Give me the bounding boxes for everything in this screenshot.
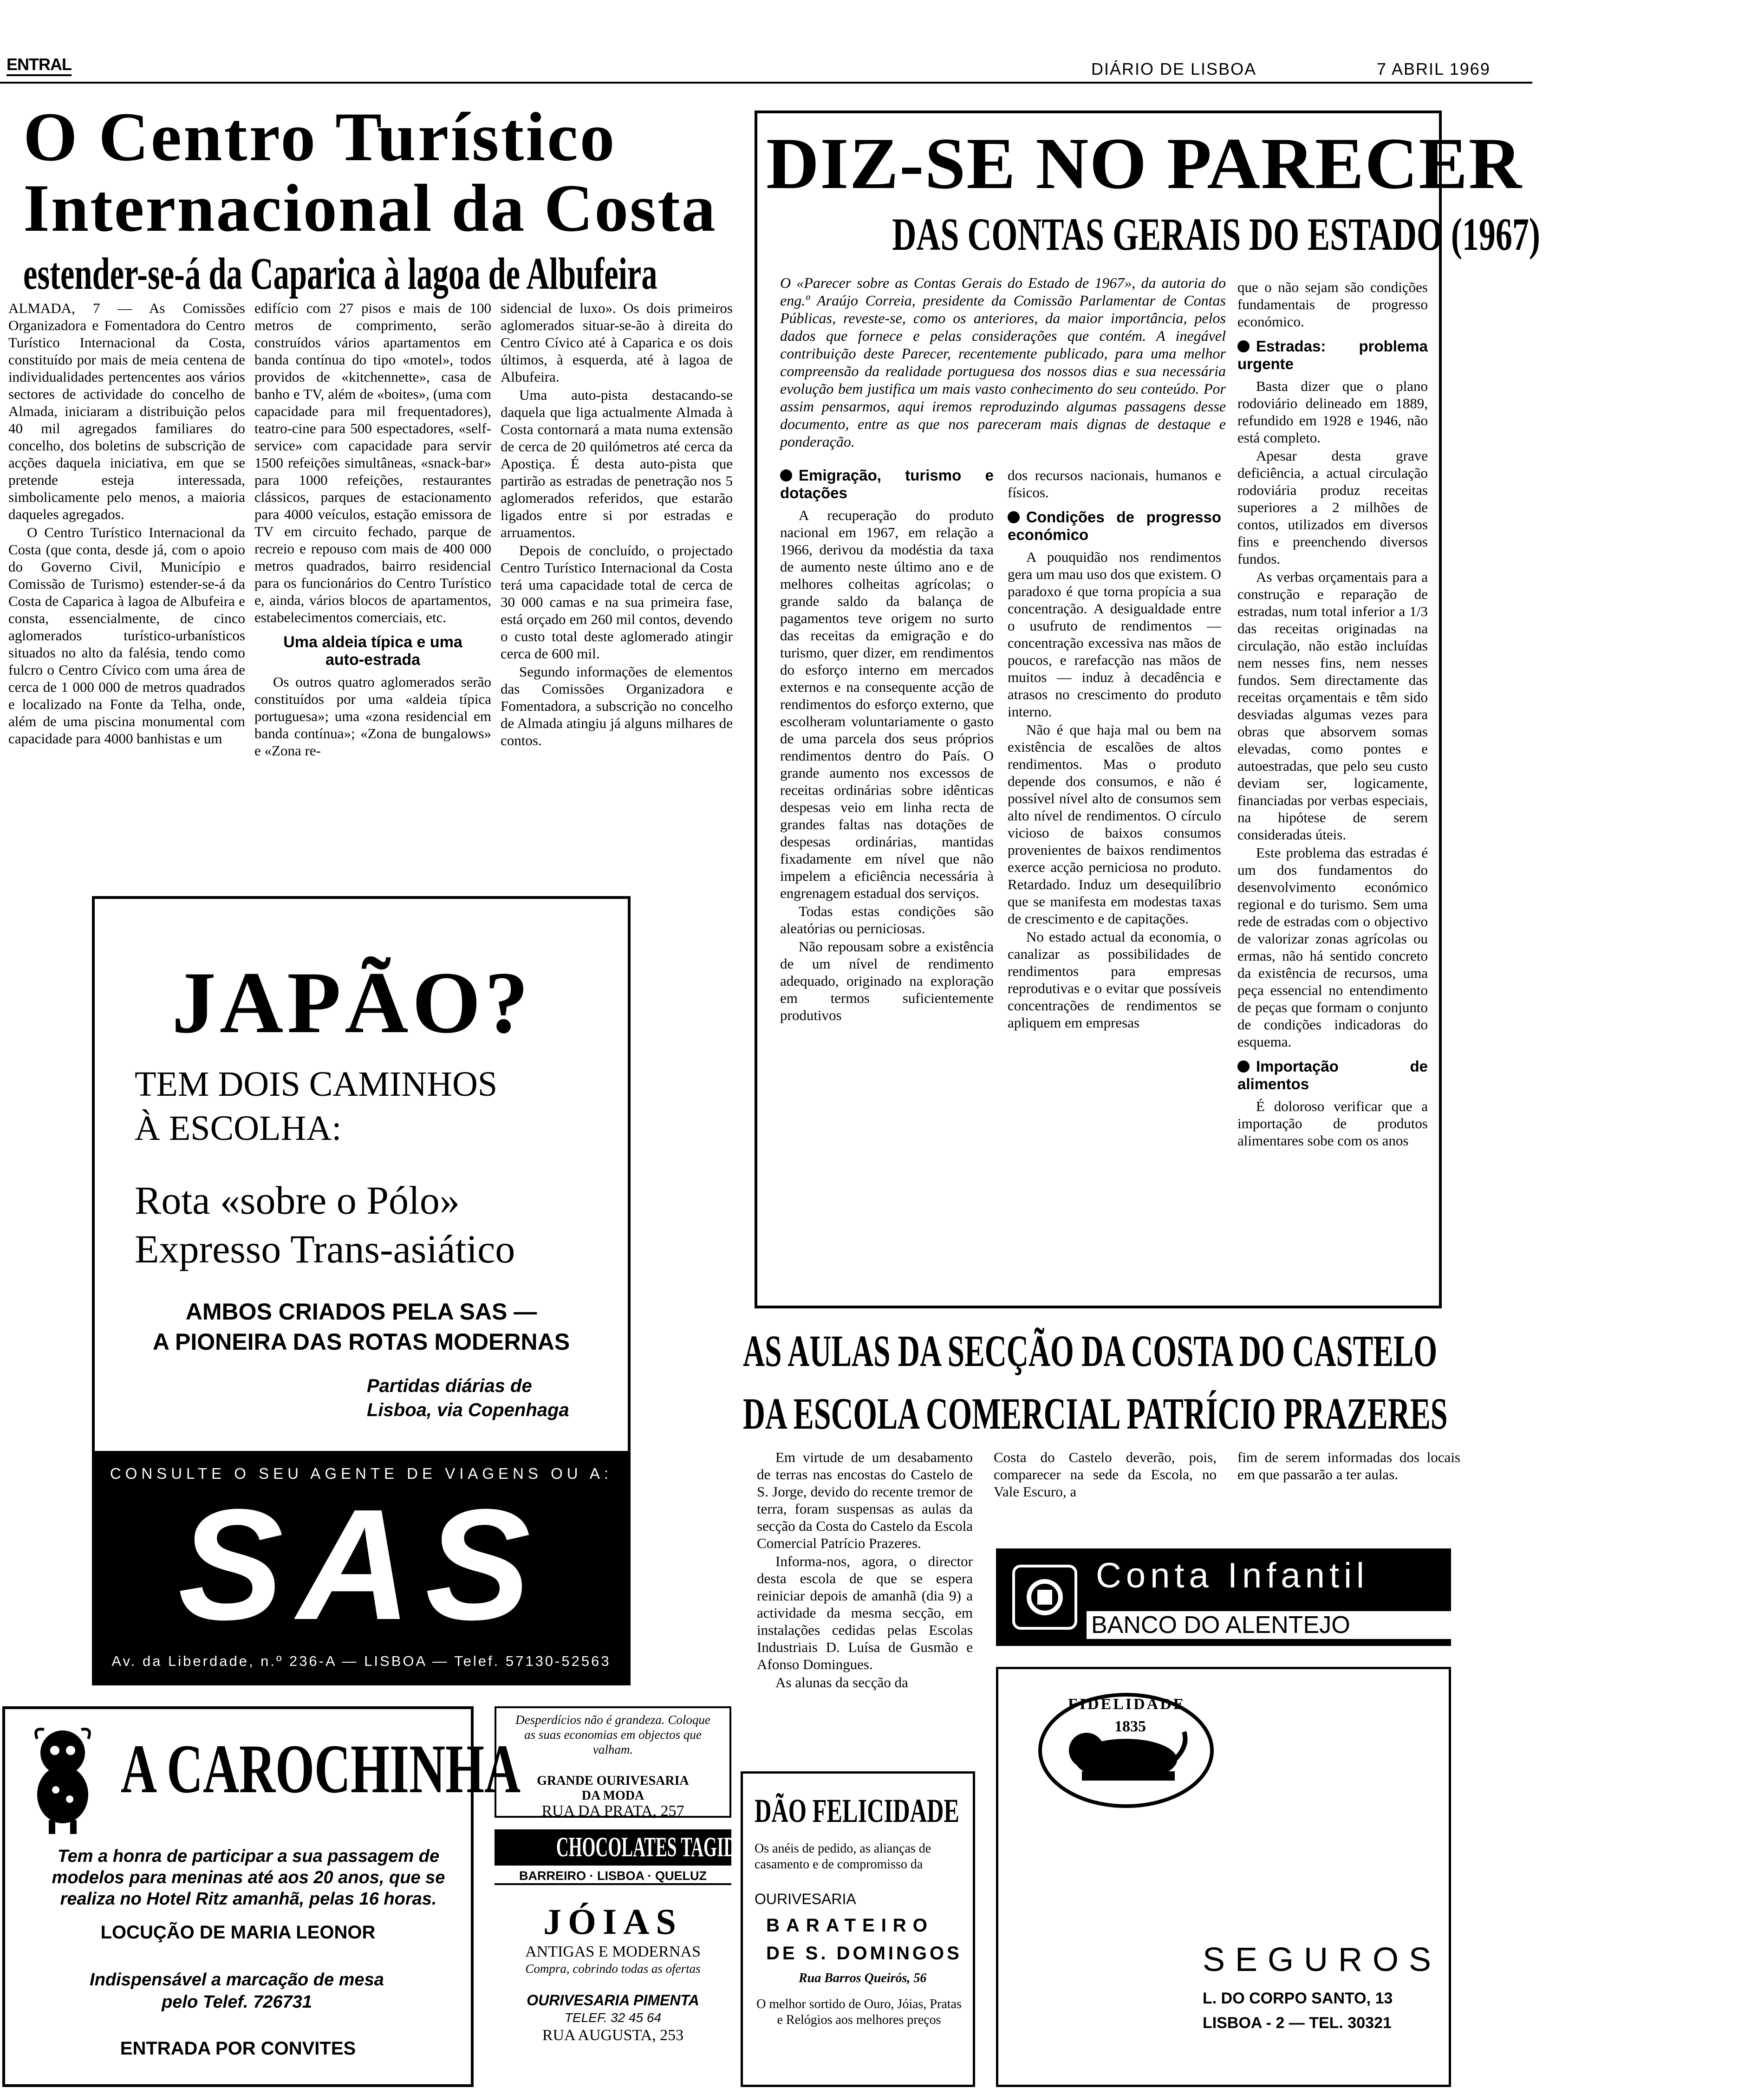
ad-dao-title: DÃO FELICIDADE — [755, 1792, 960, 1829]
header-rule — [0, 82, 1532, 84]
ad-conta-line1: Conta Infantil — [1096, 1556, 1369, 1595]
subhead-text: Importação de alimentos — [1237, 1058, 1428, 1093]
article2-column-left — [780, 467, 994, 1025]
ad-chocolates-places: BARREIRO · LISBOA · QUELUZ — [495, 1869, 731, 1885]
ad-dao-body: Os anéis de pedido, as alianças de casamento e de compromisso da — [755, 1841, 931, 1872]
ad-joias-address: RUA AUGUSTA, 253 — [542, 2027, 684, 2044]
ad-chocolates-name: CHOCOLATES TAGIDES — [556, 1832, 757, 1862]
paragraph: que o não sejam são condições fundamentais de progresso económico. — [1237, 279, 1428, 330]
ad-carochinha-entrada: ENTRADA POR CONVITES — [120, 2038, 356, 2059]
paragraph: Costa do Castelo deverão, pois, comparecer na sede da Escola, no Vale Escuro, a — [994, 1449, 1217, 1500]
ad-ourivesaria-moda-address: RUA DA PRATA, 257 — [541, 1802, 684, 1820]
subhead-text: Emigração, turismo e dotações — [780, 467, 994, 501]
article3-title-line2: DA ESCOLA COMERCIAL PATRÍCIO PRAZERES — [743, 1389, 1448, 1438]
bank-logo-icon — [1012, 1565, 1077, 1630]
ad-chocolates-name-wrap — [495, 1832, 757, 1862]
paragraph: O Centro Turístico Internacional da Costa (que conta, desde já, com o apoio do Governo Civil, Município e Comissão de Turismo) estender-se-á da Costa de Caparica à lagoa de Albufeira e consta, essencialmente, de cinco aglomerados turístico-urbanísticos situados no alto da falésia, tendo como fulcro o Centro Cívico com uma área de cerca de 1 000 000 de metros quadrados e localizado na Fonte da Telha, onde, além de uma piscina monumental com capacidade para 4000 banhistas e um — [8, 524, 245, 747]
ad-conta-line2-wrap — [1087, 1611, 1379, 1639]
paragraph: As alunas da secção da — [775, 1674, 908, 1691]
ad-sas-address: Av. da Liberdade, n.º 236-A — LISBOA — Telef. 57130-52563 — [111, 1653, 611, 1669]
paragraph: Apesar desta grave deficiência, a actual circulação rodoviária produz receitas superiores a 2 milhões de contos, utilizados em diversos fins e preenchendo diversos fundos. — [1237, 448, 1428, 567]
article3-title-line1-wrap — [743, 1326, 1458, 1377]
paragraph: Uma auto-pista destacando-se daquela que liga actualmente Almada à Costa contornará a mata numa extensão de cerca de 20 quilómetros até cerca da Apostiça. É desta auto-pista que partirão as estradas de penetração nos 5 aglomerados referidos, que estarão ligados entre si por estradas e arruamentos. — [501, 387, 733, 540]
paragraph: Informa-nos, agora, o director desta escola de que se espera reiniciar depois de amanhã (dia 9) a actividade da mesma secção, em instalações cedidas pelas Escolas Industriais D. Luísa de Gusmão e Afonso Domingues. — [757, 1553, 973, 1672]
paragraph: edifício com 27 pisos e mais de 100 metros de comprimento, serão construídos vários apartamentos em banda contínua do tipo «motel», todos providos de «kitchennette», casa de banho e TV, além de «boites», (uma com capacidade para mil frequentadores), teatro-cine para 500 espectadores, «self-service» com capacidade para servir 1500 refeições simultâneas, «snack-bar» para 1000 refeições, restaurantes clássicos, parques de estacionamento para 4000 veículos, estação emissora de TV em circuito fechado, parque de recreio e repouso com mais de 400 000 metros quadrados, bairro residencial para os funcionários do Centro Turístico e, ainda, vários blocos de apartamentos, estabelecimentos comerciais, etc. — [254, 300, 491, 625]
paragraph: No estado actual da economia, o canalizar as possibilidades de rendimentos para empresas reprodutivas e o evitar que possíveis concentrações de rendimentos se apliquem em empresas — [1008, 929, 1221, 1031]
ad-conta-line2: BANCO DO ALENTEJO — [1091, 1612, 1350, 1639]
paragraph: fim de serem informadas dos locais em que passarão a ter aulas. — [1237, 1449, 1460, 1483]
article2-column-mid — [1008, 467, 1221, 1032]
article2-title: DIZ-SE NO PARECER — [766, 123, 1523, 204]
ad-sas-line1: TEM DOIS CAMINHOS — [135, 1065, 498, 1104]
ad-sas-headline: JAPÃO? — [172, 954, 533, 1052]
ad-ourivesaria-moda-name1: GRANDE OURIVESARIA — [537, 1774, 689, 1788]
ad-joias-line1: ANTIGAS E MODERNAS — [525, 1943, 701, 1960]
article1-title-line2: Internacional da Costa — [23, 170, 717, 246]
ad-dao-footer: O melhor sortido de Ouro, Jóias, Pratas e Relógios aos melhores preços — [756, 1997, 962, 2027]
article3-column-2 — [994, 1449, 1217, 1501]
article3-title-line2-wrap — [743, 1388, 1458, 1439]
article1-column-1 — [8, 299, 245, 748]
bullet-icon — [1008, 511, 1020, 523]
subhead-text: Estradas: problema urgente — [1237, 338, 1428, 372]
paragraph: Os outros quatro aglomerados serão constituídos por uma «aldeia típica portuguesa»; uma «zona residencial em banda contínua»; «Zona de bungalows» e «Zona re- — [254, 674, 491, 759]
ad-dao-l3: DE S. DOMINGOS — [766, 1943, 962, 1964]
paragraph: dos recursos nacionais, humanos e físicos. — [1008, 467, 1221, 501]
article3-column-1 — [757, 1449, 973, 1692]
ad-dao-l1: OURIVESARIA — [755, 1891, 856, 1907]
paragraph: ALMADA, 7 — As Comissões Organizadora e Fomentadora do Centro Turístico Internacional da Costa, constituído por mais de meia centena de individualidades pertencentes aos vários sectores de actividade do concelho de Almada, iniciaram a distribuição pelos 40 mil agregados familiares do concelho, dos boletins de subscrição de acções daquela iniciativa, em que se pretende esteja interessada, simbolicamente pelo menos, a maioria daqueles agregados. — [8, 300, 245, 522]
ad-carochinha-marcacao: Indispensável a marcação de mesa pelo Telef. 726731 — [90, 1970, 384, 2012]
ad-dao-title-wrap — [755, 1792, 968, 1829]
ad-joias-tel: TELEF. 32 45 64 — [564, 2010, 662, 2025]
paragraph: Depois de concluído, o projectado Centro Turístico Internacional da Costa terá uma capacidade total de cerca de 30 000 camas e na sua primeira fase, está orçado em 260 mil contos, devendo o custo total deste aglomerado atingir cerca de 600 mil. — [501, 542, 733, 662]
paragraph: A recuperação do produto nacional em 1967, em relação a 1966, derivou da modéstia da taxa de aumento neste último ano e de melhores colheitas agrícolas; o grande saldo da balança de pagamentos teve origem no surto das receitas da emigração e do turismo, quer dizer, em rendimentos do esforço interno em mercados externos e na consequente acção de rendimentos do esforço externo, que escolheram voluntariamente o gasto de uma parcela dos seus próprios rendimentos dentro do País. O grande aumento nos excessos de receitas ordinárias sobre idênticas despesas veio em linha recta de grandes faltas nas dotações de despesas ordinárias, mantidas fixadamente em nível que não impelem a eficiência necessária à engrenagem estadual dos serviços. — [780, 507, 994, 901]
ad-fidelidade-city: LISBOA - 2 — TEL. 30321 — [1203, 2014, 1392, 2032]
beetle-mascot-icon — [23, 1725, 102, 1836]
article2-subtitle — [766, 208, 1540, 260]
fidelidade-seal-name: FIDELIDADE — [1068, 1696, 1186, 1713]
ad-joias-title: JÓIAS — [543, 1901, 683, 1942]
subhead-text: Condições de progresso económico — [1008, 508, 1221, 543]
ad-carochinha-locucao: LOCUÇÃO DE MARIA LEONOR — [100, 1922, 376, 1943]
ad-sas-consult: CONSULTE O SEU AGENTE DE VIAGENS OU A: — [110, 1465, 613, 1482]
article2-subhead-condicoes — [1008, 508, 1221, 544]
paragraph: A pouquidão nos rendimentos gera um mau uso dos que existem. O paradoxo é que torna propícia a sua concentração. A desigualdade entre o usufruto de rendimentos — concentração excessiva nas mãos de poucos, e rarefacção nas mãos de muitos — induz à decadência e atrasos no crescimento do produto interno. — [1008, 549, 1221, 720]
paragraph: Não repousam sobre a existência de um nível de rendimento adequado, originado na exploração em termos suficientemente produtivos — [780, 938, 994, 1023]
ad-carochinha-body: Tem a honra de participar a sua passagem de modelos para meninas até aos 20 anos, que se realiza no Hotel Ritz amanhã, pelas 16 horas. — [52, 1847, 445, 1909]
article3-column-3 — [1237, 1449, 1460, 1484]
article1-subtitle: estender-se-á da Caparica à lagoa de Albufeira — [23, 249, 657, 299]
article2-subhead-estradas — [1237, 338, 1428, 373]
bullet-icon — [1237, 340, 1250, 352]
ad-sas-line2: À ESCOLHA: — [135, 1109, 342, 1148]
newspaper-name: DIÁRIO DE LISBOA — [1091, 59, 1257, 78]
ad-carochinha-title: A CAROCHINHA — [121, 1730, 521, 1808]
ad-ourivesaria-moda-name2: DA MODA — [581, 1788, 644, 1803]
section-label: ENTRAL — [7, 55, 72, 76]
ad-sas-route1: Rota «sobre o Pólo» — [135, 1178, 460, 1223]
ad-fidelidade-title: SEGUROS — [1203, 1941, 1442, 1978]
ad-sas-departures2: Lisboa, via Copenhaga — [367, 1400, 569, 1420]
article2-subtitle-text: DAS CONTAS GERAIS DO ESTADO (1967) — [892, 208, 1540, 260]
paragraph: Segundo informações de elementos das Comissões Organizadora e Fomentadora, a subscrição no concelho de Almada atingiu já alguns milhares de contos. — [501, 663, 733, 748]
article2-column-right — [1237, 279, 1428, 1150]
article2-intro: O «Parecer sobre as Contas Gerais do Estado de 1967», da autoria do eng.º Araújo Correia, presidente da Comissão Parlamentar de Contas Públicas, reveste-se, como os anteriores, da maior importância, pelos dados que fornece e pelas considerações que contém. A inegável contribuição deste Parecer, recentemente publicado, para uma melhor compreensão da realidade portuguesa dos nossos dias e sua necessária evolução bem justifica um mais vasto conhecimento do seu conteúdo. Por assim pensarmos, aqui iremos reproduzindo algumas passagens desse documento, entre as que nos pareceram mais dignas de destaque e ponderação. — [780, 274, 1226, 450]
bullet-icon — [780, 469, 792, 481]
article1-subhead: Uma aldeia típica e uma auto-estrada — [283, 633, 462, 669]
ad-sas-route2: Expresso Trans-asiático — [135, 1227, 515, 1271]
ad-joias-line2: Compra, cobrindo todas as ofertas — [525, 1962, 701, 1976]
paragraph: Todas estas condições são aleatórias ou perniciosas. — [780, 903, 994, 936]
ad-dao-address: Rua Barros Queirós, 56 — [799, 1971, 927, 1985]
article1-title-line1: O Centro Turístico — [23, 98, 617, 176]
article1-column-3 — [501, 299, 733, 750]
fidelidade-seal-year: 1835 — [1114, 1718, 1146, 1735]
ad-sas-departures1: Partidas diárias de — [367, 1376, 532, 1396]
paragraph: Basta dizer que o plano rodoviário delineado em 1889, refundido em 1928 e 1946, não está completo. — [1237, 378, 1428, 446]
ad-dao-l2: BARATEIRO — [766, 1915, 934, 1936]
ad-sas-tagline2: A PIONEIRA DAS ROTAS MODERNAS — [152, 1329, 570, 1355]
paragraph: Em virtude de um desabamento de terras nas encostas do Castelo de S. Jorge, devido do recente tremor de terra, foram suspensas as aulas da secção da Costa do Castelo da Escola Comercial Patrício Prazeres. — [757, 1449, 973, 1551]
paragraph: Não é que haja mal ou bem na existência de escalões de altos rendimentos. Mas o produto depende dos consumos, e não é possível nível alto de consumos sem alto nível de rendimentos. O círculo vicioso de baixos consumos provenientes de baixos rendimentos exerce acção perniciosa no produto. Retardado. Induz um desequilíbrio que se manifesta em modestas taxas de crescimento e de capitações. — [1008, 722, 1221, 927]
article2-subhead-importacao — [1237, 1058, 1428, 1093]
paragraph: As verbas orçamentais para a construção e reparação de estradas, num total inferior a 1/3 das receitas originadas na circulação, não estão incluídas nem nesses fins, nem nesses fundos. Sem directamente das receitas orçamentais e têm sido desviadas algumas vezes para obras que absorvem somas elevadas, como pontes e autoestradas, que pelo seu custo deviam ser, logicamente, financiadas por verbas especiais, na hipótese de serem consideradas úteis. — [1237, 569, 1428, 843]
ad-ourivesaria-moda-body: Desperdícios não é grandeza. Coloque as suas economias em objectos que valham. — [515, 1713, 710, 1756]
paragraph: Este problema das estradas é um dos fundamentos do desenvolvimento económico regional e do turismo. Sem uma rede de estradas com o objectivo de valorizar zonas agrícolas ou ermas, não há sentido concreto da existência de recursos, uma peça essencial no entendimento de peças que formam o conjunto de condições indicadoras do esquema. — [1237, 845, 1428, 1050]
ad-joias-name: OURIVESARIA PIMENTA — [527, 1992, 699, 2009]
ad-fidelidade-address: L. DO CORPO SANTO, 13 — [1203, 1990, 1393, 2007]
sas-logo: SAS — [178, 1476, 545, 1653]
ad-sas-tagline1: AMBOS CRIADOS PELA SAS — — [185, 1299, 537, 1325]
article2-subhead-emigracao — [780, 467, 994, 502]
issue-date: 7 ABRIL 1969 — [1377, 59, 1491, 78]
ad-carochinha-title-wrap — [121, 1730, 521, 1808]
paragraph: É doloroso verificar que a importação de produtos alimentares sobe com os anos — [1237, 1098, 1428, 1149]
article1-column-2 — [254, 299, 491, 760]
article3-title-line1: AS AULAS DA SECÇÃO DA COSTA DO CASTELO — [743, 1326, 1438, 1376]
bullet-icon — [1237, 1060, 1250, 1073]
paragraph: sidencial de luxo». Os dois primeiros aglomerados situar-se-ão à direita do Centro Cívico até à Caparica e os dois últimos, à esquerda, até à lagoa de Albufeira. — [501, 300, 733, 385]
